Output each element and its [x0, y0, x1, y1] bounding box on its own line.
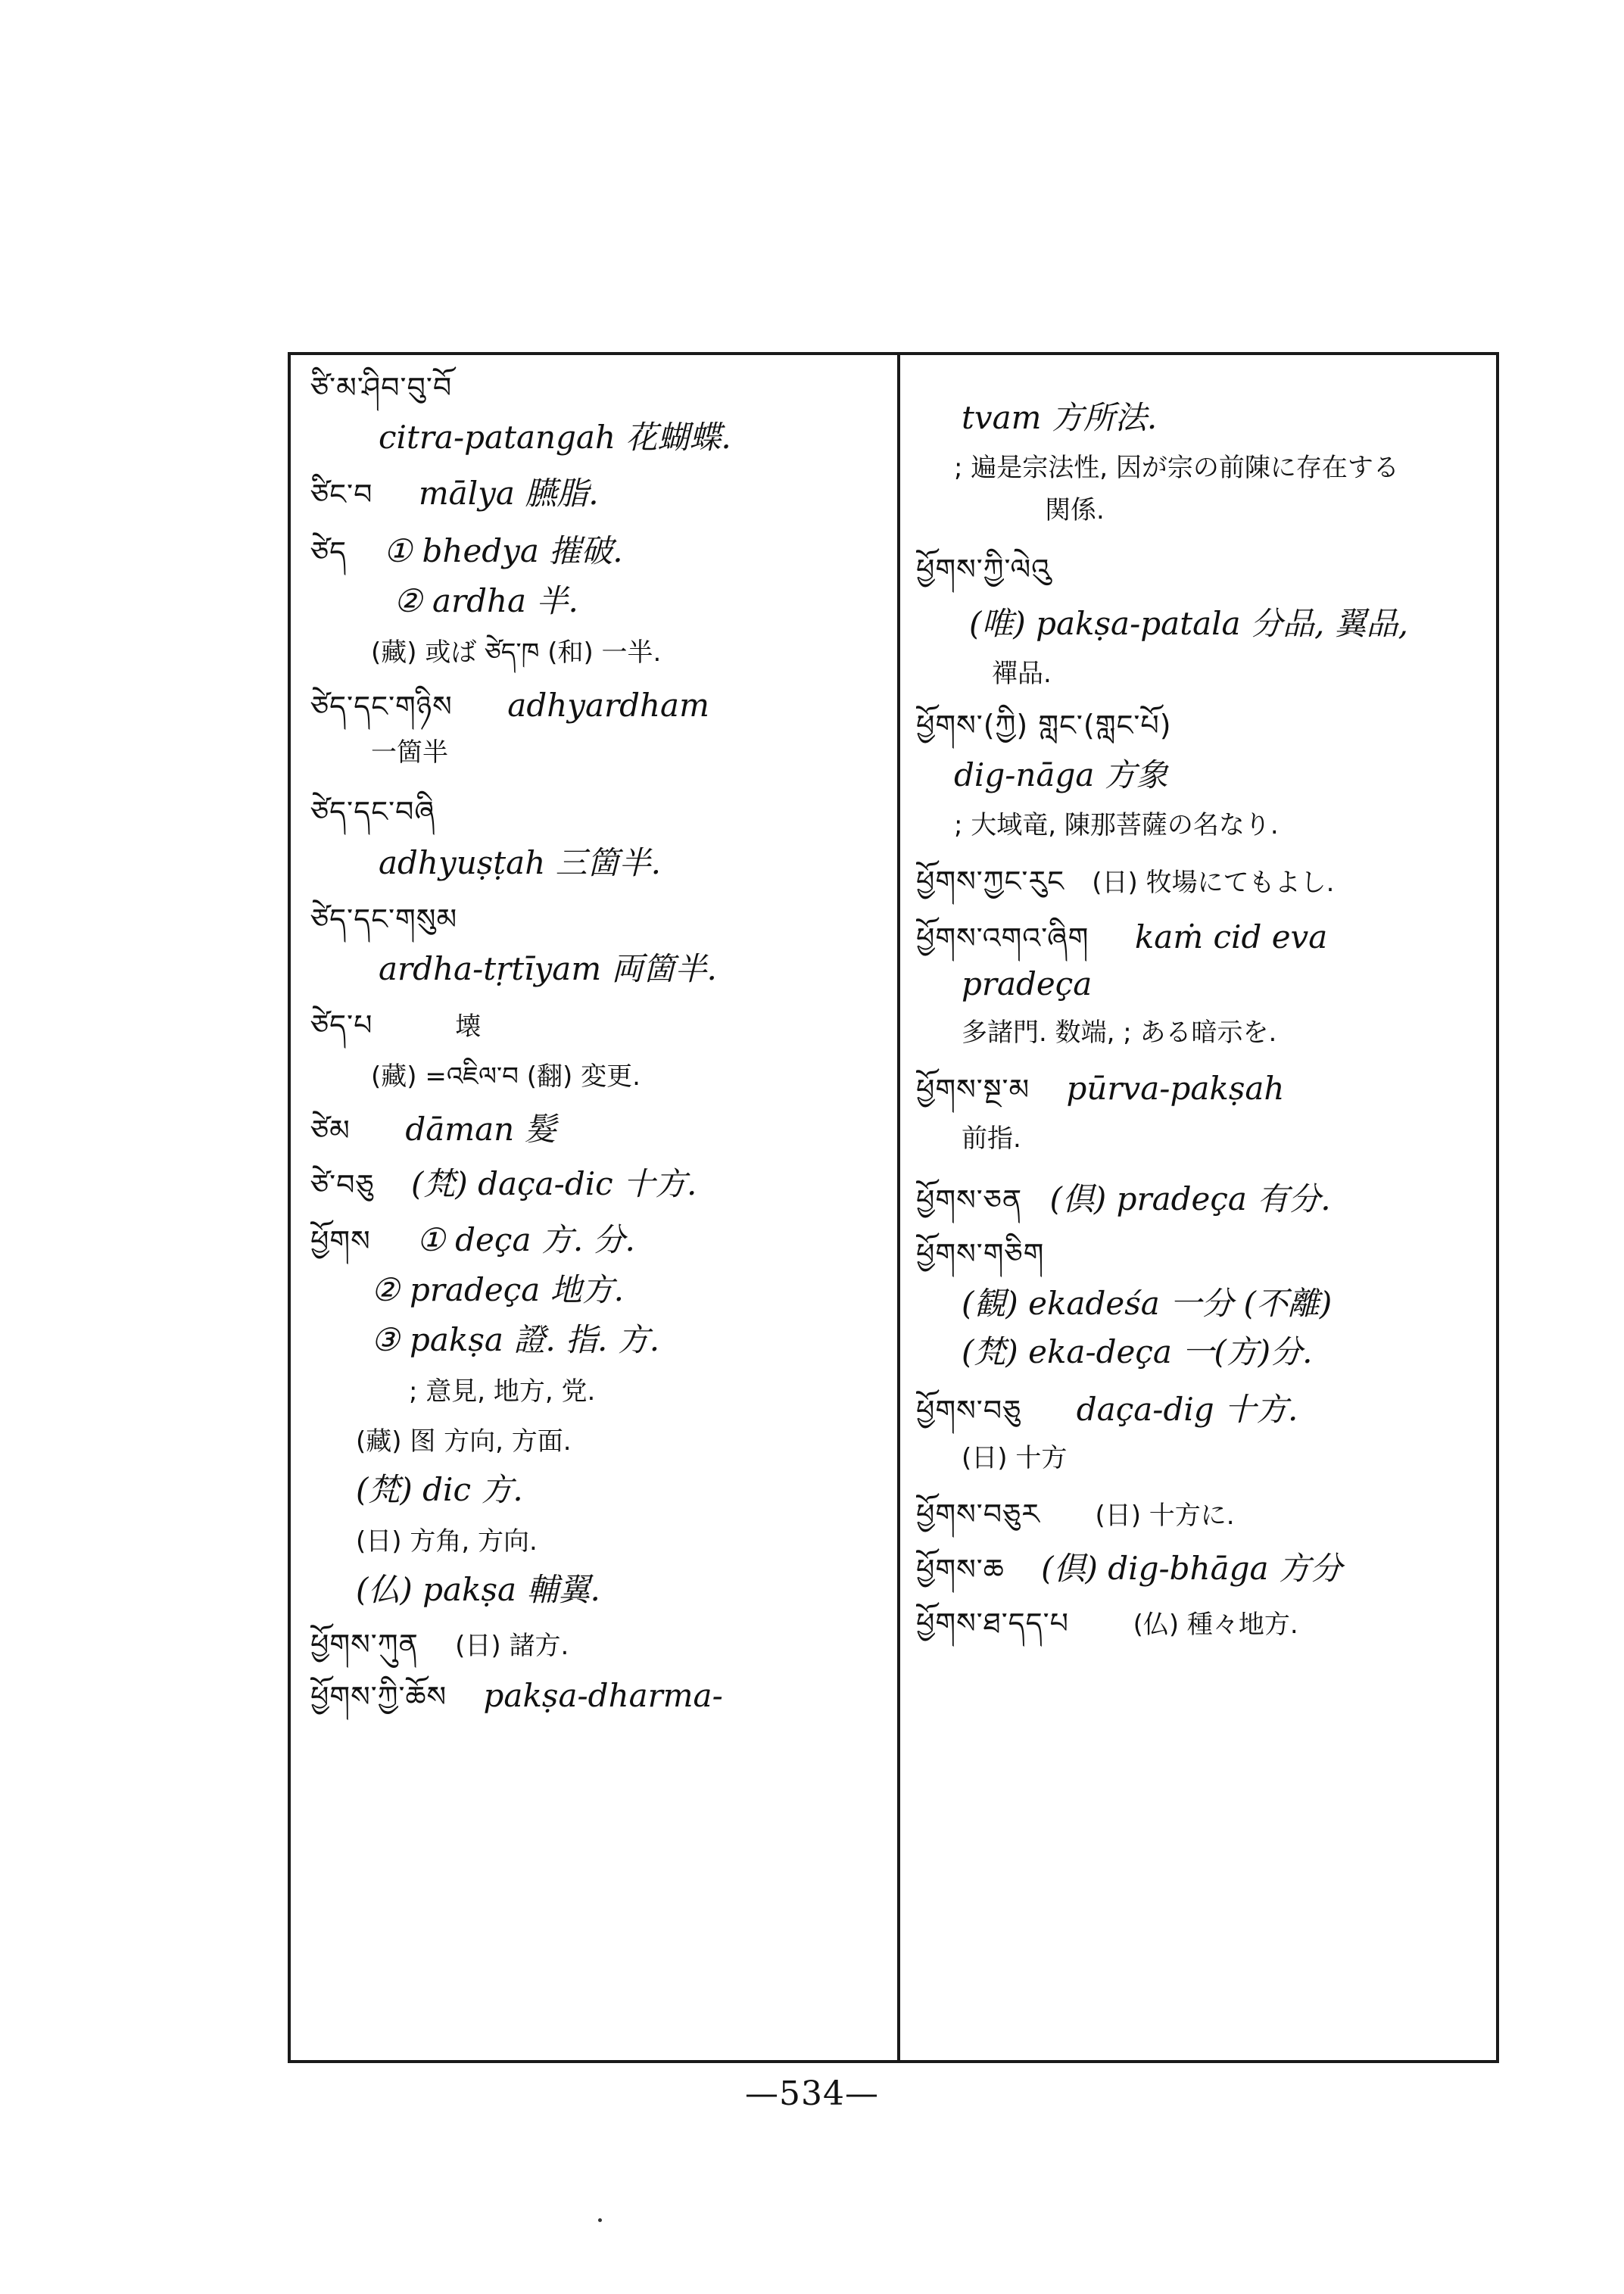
- entry-line: [371, 1058, 641, 1093]
- gloss: (梵) eka-deça 一(方)分.: [962, 1333, 1313, 1370]
- tibetan-headword: ཙེད་དང་གསུམ: [310, 902, 458, 936]
- gloss: (梵) dic 方.: [356, 1471, 523, 1508]
- entry-line: [356, 1523, 538, 1558]
- entry-line: [394, 584, 578, 619]
- page-number: —534—: [745, 2074, 879, 2113]
- gloss: pradeça: [962, 965, 1093, 1002]
- gloss: mālya 臙脂.: [418, 475, 599, 512]
- gloss: (藏) 或ば ཙེད་ཁ (和) 一半.: [371, 637, 662, 668]
- tibetan-headword: ཙེད: [310, 535, 348, 569]
- entry-line: [962, 1015, 1276, 1049]
- gloss: pūrva-pakṣah: [1066, 1070, 1285, 1107]
- entry-line: [310, 477, 599, 511]
- gloss: ; 意見, 地方, 党.: [409, 1376, 596, 1407]
- tibetan-headword: ཕྱོགས་ཀྱི་ཆོས: [310, 1680, 447, 1713]
- entry-line: [962, 965, 1093, 1002]
- gloss: tvam 方所法.: [962, 399, 1158, 436]
- entry-line: [962, 1287, 1332, 1321]
- entry-line: [310, 532, 623, 569]
- tibetan-headword: ཕྱོགས: [310, 1224, 371, 1258]
- entry-line: [962, 1121, 1021, 1155]
- tibetan-headword: ཕྱོགས་འགའ་ཞིག: [916, 921, 1089, 955]
- scan-speck: [598, 2218, 602, 2222]
- gloss: 前指.: [962, 1124, 1021, 1154]
- entry-line: [310, 1628, 569, 1663]
- gloss: 関係.: [1045, 495, 1105, 525]
- entry-line: [962, 1440, 1067, 1475]
- gloss: ardha-tṛtīyam 両箇半.: [379, 950, 717, 987]
- entry-line: [954, 756, 1168, 793]
- entry-line: [371, 1273, 624, 1308]
- left-column: [310, 356, 886, 2059]
- gloss: (観) ekadeśa 一分 (不離): [962, 1285, 1333, 1322]
- gloss: 壊: [455, 1011, 482, 1042]
- gloss: (梵) daça-dic 十方.: [411, 1165, 697, 1202]
- entry-line: [356, 1573, 600, 1607]
- entry-line: [962, 1333, 1313, 1370]
- tibetan-headword: ཙེད་དང་བཞི: [310, 795, 436, 828]
- entry-line: [310, 1679, 723, 1713]
- gloss: dig-nāga 方象: [954, 756, 1168, 793]
- entry-line: [916, 1180, 1331, 1217]
- entry-line: [310, 902, 457, 936]
- tibetan-headword: ཙིང་བ: [310, 478, 373, 511]
- gloss: (日) 方角, 方向.: [356, 1526, 538, 1557]
- gloss: (唯) pakṣa-patala 分品, 翼品,: [969, 605, 1409, 642]
- entry-line: [371, 1323, 659, 1357]
- tibetan-headword: ཕྱོགས་(ཀྱི) གླང་(གླང་པོ): [916, 709, 1172, 742]
- tibetan-headword: ཕྱོགས་ཀུན: [310, 1628, 419, 1661]
- tibetan-headword: ཙེམ: [310, 1114, 351, 1147]
- entry-line: [969, 607, 1408, 641]
- entry-line: [916, 918, 1328, 955]
- right-column: [916, 356, 1492, 2059]
- gloss: adhyardham: [507, 687, 709, 724]
- tibetan-headword: ཕྱོགས་གཅིག: [916, 1237, 1045, 1270]
- tibetan-headword: ཕྱོགས་ཀྱང་རུང: [916, 865, 1064, 898]
- tibetan-headword: ཕྱོགས་བཅུར: [916, 1498, 1040, 1531]
- entry-line: [310, 371, 452, 404]
- gloss: (仏) pakṣa 輔翼.: [356, 1571, 600, 1608]
- gloss: ; 遍是宗法性, 因が宗の前陳に存在する: [954, 453, 1399, 483]
- gloss: ; 大域竜, 陳那菩薩の名なり.: [954, 810, 1279, 840]
- entry-line: [310, 1223, 635, 1258]
- tibetan-headword: ཙི་མ་ཤིབ་བུ་བོ: [310, 371, 453, 404]
- gloss: (日) 十方に.: [1095, 1501, 1235, 1531]
- tibetan-headword: ཕྱོགས་ཅན: [916, 1183, 1023, 1217]
- entry-line: [310, 795, 435, 828]
- entry-line: [310, 689, 709, 723]
- tibetan-headword: ཕྱོགས་བཅུ: [916, 1394, 1022, 1427]
- entry-line: [916, 1498, 1235, 1532]
- gloss: adhyuṣṭah 三箇半.: [379, 844, 661, 881]
- gloss: citra-patangah 花蝴蝶.: [379, 419, 731, 456]
- entry-line: [962, 401, 1157, 435]
- gloss: 禪品.: [992, 659, 1052, 689]
- gloss: (仏) 種々地方.: [1133, 1610, 1298, 1640]
- tibetan-headword: ཙེད་པ: [310, 1008, 373, 1042]
- gloss: (藏) =འཇིལ་བ (翻) 変更.: [371, 1061, 641, 1092]
- entry-line: [992, 656, 1052, 690]
- gloss: 一箇半: [371, 737, 448, 768]
- entry-line: [916, 1393, 1298, 1427]
- entry-line: [356, 1473, 523, 1507]
- tibetan-headword: ཕྱོགས་ཐ་དད་པ: [916, 1607, 1070, 1640]
- gloss: (日) 諸方.: [455, 1631, 569, 1661]
- tibetan-headword: ཕྱོགས་སྔ་མ: [916, 1073, 1030, 1106]
- gloss: (倶) pradeça 有分.: [1049, 1180, 1331, 1217]
- entry-line: [916, 865, 1334, 899]
- gloss: dāman 髮: [405, 1111, 556, 1148]
- entry-line: [954, 807, 1279, 842]
- gloss: ② ardha 半.: [394, 582, 578, 619]
- entry-line: [916, 1552, 1342, 1586]
- entry-line: [310, 1113, 556, 1147]
- entry-line: [916, 709, 1172, 742]
- gloss: ② pradeça 地方.: [371, 1271, 625, 1308]
- gloss: (倶) dig-bhāga 方分: [1041, 1550, 1342, 1587]
- entry-line: [310, 1008, 481, 1043]
- gloss: ① bhedya 摧破.: [383, 532, 623, 569]
- tibetan-headword: ཙེད་དང་གཉིས: [310, 690, 453, 723]
- entry-line: [310, 1167, 697, 1202]
- gloss: kaṁ cid eva: [1134, 918, 1328, 955]
- entry-line: [379, 952, 717, 986]
- gloss: (藏) 图 方向, 方面.: [356, 1426, 572, 1457]
- entry-line: [409, 1373, 595, 1408]
- gloss: ① deça 方. 分.: [416, 1221, 635, 1258]
- entry-line: [371, 734, 448, 769]
- entry-line: [379, 846, 661, 881]
- entry-line: [916, 1607, 1298, 1641]
- column-divider: [897, 352, 900, 2063]
- gloss: 多諸門. 数端, ; ある暗示を.: [962, 1018, 1277, 1048]
- gloss: (日) 牧場にてもよし.: [1092, 868, 1335, 898]
- entry-line: [916, 553, 1051, 586]
- entry-line: [954, 450, 1399, 485]
- tibetan-headword: ཕྱོགས་ཀྱི་ལེའུ: [916, 553, 1051, 586]
- entry-line: [371, 634, 661, 669]
- gloss: (日) 十方: [962, 1443, 1068, 1473]
- entry-line: [379, 421, 731, 455]
- gloss: daça-dig 十方.: [1076, 1391, 1298, 1428]
- gloss: ③ pakṣa 證. 指. 方.: [371, 1321, 660, 1358]
- entry-line: [916, 1072, 1284, 1106]
- gloss: pakṣa-dharma-: [483, 1677, 723, 1714]
- tibetan-headword: ཙེ་བཅུ: [310, 1168, 375, 1202]
- entry-line: [356, 1423, 572, 1458]
- entry-line: [916, 1237, 1044, 1270]
- tibetan-headword: ཕྱོགས་ཆ: [916, 1553, 1005, 1586]
- entry-line: [1045, 492, 1105, 527]
